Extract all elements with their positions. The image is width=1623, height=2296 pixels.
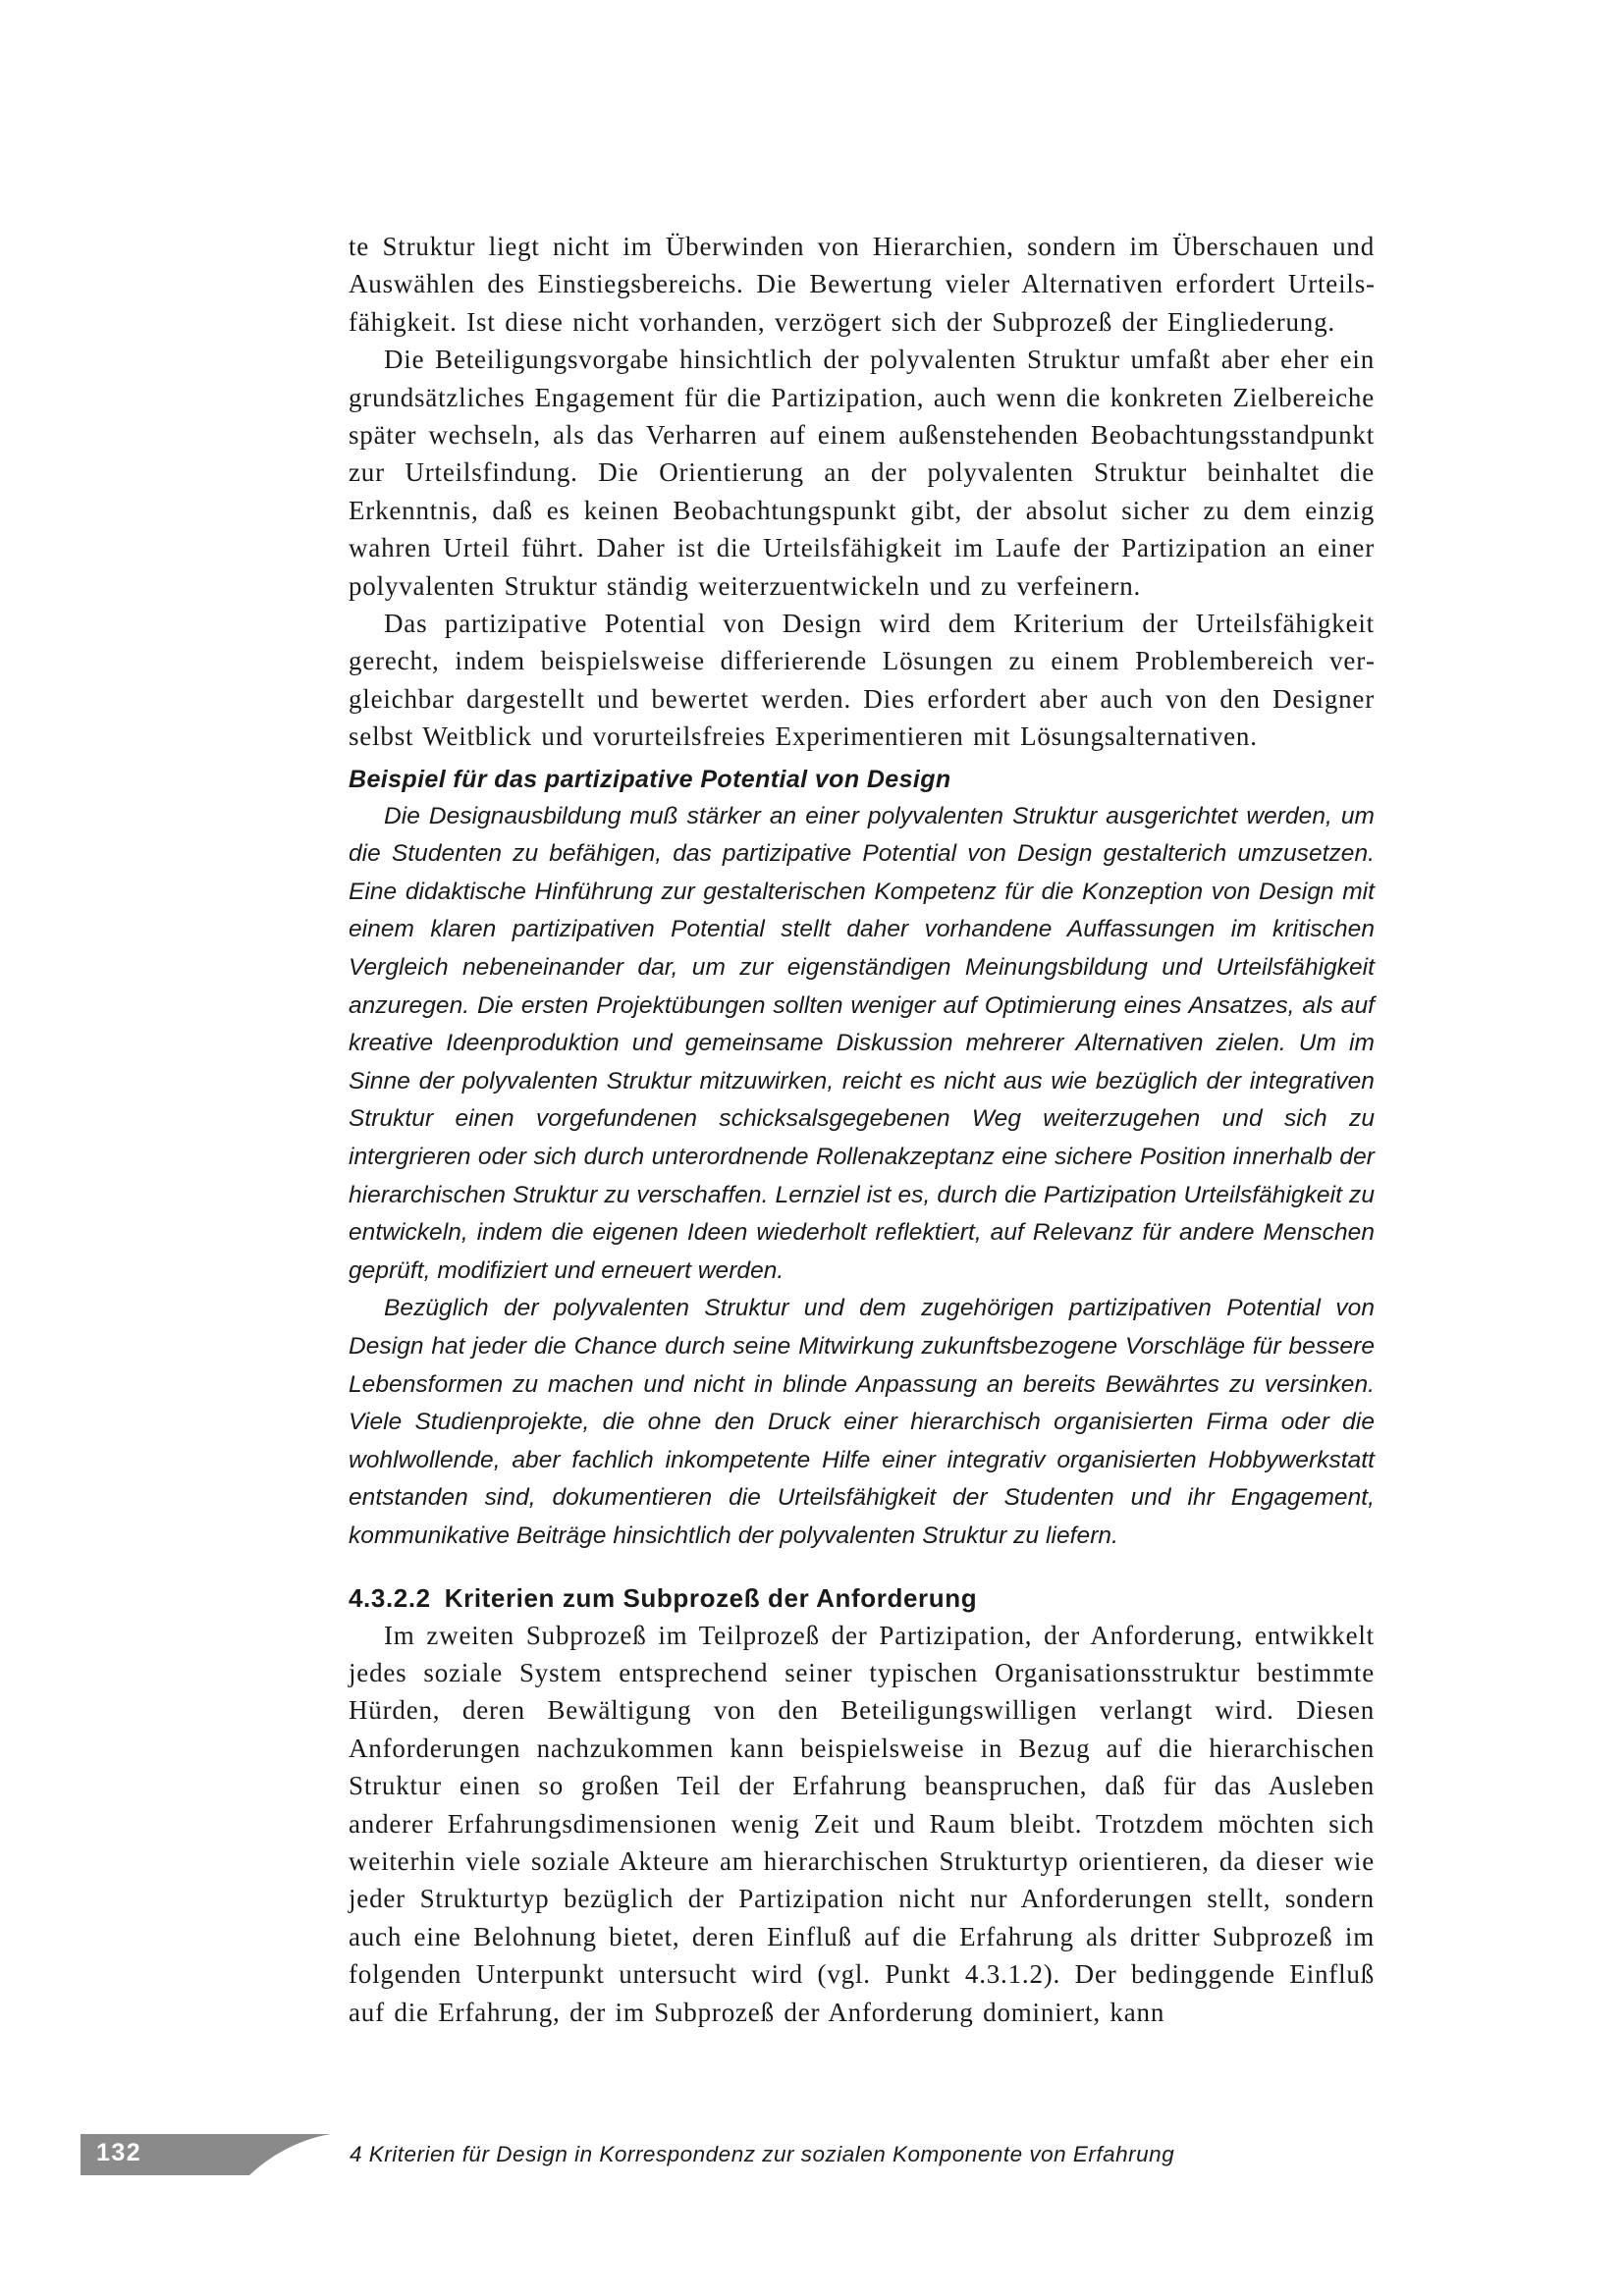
example-paragraph-2: Bezüglich der polyvalenten Struktur und dem zugehörigen partizipativen Potential von Design hat jeder die Chance durch seine Mitwirkung zukunftsbezogene Vorschläge für bessere Lebensformen zu machen und nicht in blinde Anpassung an bereits Bewährtes zu versinken. Viele Studienprojekte, die ohne den Druck einer hierarchisch organisierten Firma oder die wohlwollende, aber fachlich inkompetente Hilfe einer integrativ organisierten Hobbywerkstatt entstanden sind, dokumentieren die Urteilsfähigkeit der Studenten und ihr Engagement, kommunikative Beiträge hinsichtlich der polyvalenten Struktur zu liefern. [349,1295,1375,1549]
body-paragraph-2: Die Beteiligungsvorgabe hinsichtlich der polyvalenten Struktur umfaßt aber eher ein grundsätzliches Engagement für die Partizipation, auch wenn die konkreten Zielbereiche später wechseln, als das Verharren auf einem außenstehenden Beobachtungsstandpunkt zur Urteilsfindung. Die Orientierung an der polyvalenten Struktur beinhaltet die Erkenntnis, daß es keinen Beobachtungspunkt gibt, der absolut sicher zu dem einzig wahren Urteil führt. Daher ist die Urteilsfähigkeit im Laufe der Partizipation an einer polyvalenten Struktur ständig weiterzuentwickeln und zu verfeinern. [349,345,1375,601]
section-title: Kriterien zum Subprozeß der Anforderung [444,1582,978,1613]
body-paragraph-1: te Struktur liegt nicht im Überwinden von Hierarchien, sondern im Überschauen und Auswählen des Einstiegsbereichs. Die Bewertung vieler Alternativen erfordert Urteilsfähigkeit. Ist diese nicht vorhanden, verzögert sich der Subprozeß der Eingliederung. [349,232,1375,337]
example-heading: Beispiel für das partizipative Potential von Design [349,765,951,793]
example-paragraph-1: Die Designausbildung muß stärker an einer polyvalenten Struktur ausgerichtet werden, um die Studenten zu befähigen, das partizipative Potential von Design gestalterich umzusetzen. Eine didaktische Hinführung zur gestalterischen Kompetenz für die Konzeption von Design mit einem klaren partizipativen Potential stellt daher vorhandene Auffassungen im kritischen Vergleich nebeneinander dar, um zur eigenständigen Meinungsbildung und Urteilsfähigkeit anzuregen. Die ersten Projektübungen sollten weniger auf Optimierung eines Ansatzes, als auf kreative Ideenproduktion und gemeinsame Diskussion mehrerer Alternativen zielen. Um im Sinne der polyvalenten Struktur mitzuwirken, reicht es nicht aus wie bezüglich der integrativen Struktur einen vorgefundenen schicksalsgegebenen Weg weiterzugehen und sich zu intergrieren oder sich durch unterordnende Rollenakzeptanz eine sichere Position innerhalb der hierarchischen Struktur zu verschaffen. Lernziel ist es, durch die Partizipation Urteilsfähigkeit zu entwickeln, indem die eigenen Ideen wiederholt reflektiert, auf Relevanz für andere Menschen geprüft, modifiziert und erneuert werden. [349,802,1375,1284]
section-number: 4.3.2.2 [349,1582,431,1613]
section-paragraph-1: Im zweiten Subprozeß im Teilprozeß der Partizipation, der Anforderung, entwikkelt jedes soziale System entsprechend seiner typischen Organisationsstruktur bestimmte Hürden, deren Bewältigung von den Beteiligungswilligen verlangt wird. Diesen Anforderungen nachzukommen kann beispielsweise in Bezug auf die hierarchischen Struktur einen so großen Teil der Erfahrung beanspruchen, daß für das Ausleben anderer Erfahrungsdimensionen wenig Zeit und Raum bleibt. Trotzdem möchten sich weiterhin viele soziale Akteure am hierarchischen Strukturtyp orientieren, da dieser wie jeder Strukturtyp bezüglich der Partizipation nicht nur Anforderungen stellt, sondern auch eine Belohnung bietet, deren Einfluß auf die Erfahrung als dritter Subprozeß im folgenden Unterpunkt untersucht wird (vgl. Punkt 4.3.1.2). Der bedinggende Einfluß auf die Erfahrung, der im Subprozeß der Anforderung dominiert, kann [349,1620,1375,2027]
section-heading [349,1579,1375,1617]
body-paragraph-3: Das partizipative Potential von Design wird dem Kriterium der Urteilsfähigkeit gerecht, indem beispielsweise differierende Lösungen zu einem Problembereich vergleichbar dargestellt und bewertet werden. Dies erfordert aber auch von den Designer selbst Weitblick und vorurteilsfreies Experimentieren mit Lösungsalternativen. [349,609,1375,752]
page-number: 132 [96,2139,142,2166]
running-footer-title: 4 Kriterien für Design in Korrespondenz zur sozialen Komponente von Erfahrung [350,2142,1175,2166]
main-text-column [349,228,1375,2031]
